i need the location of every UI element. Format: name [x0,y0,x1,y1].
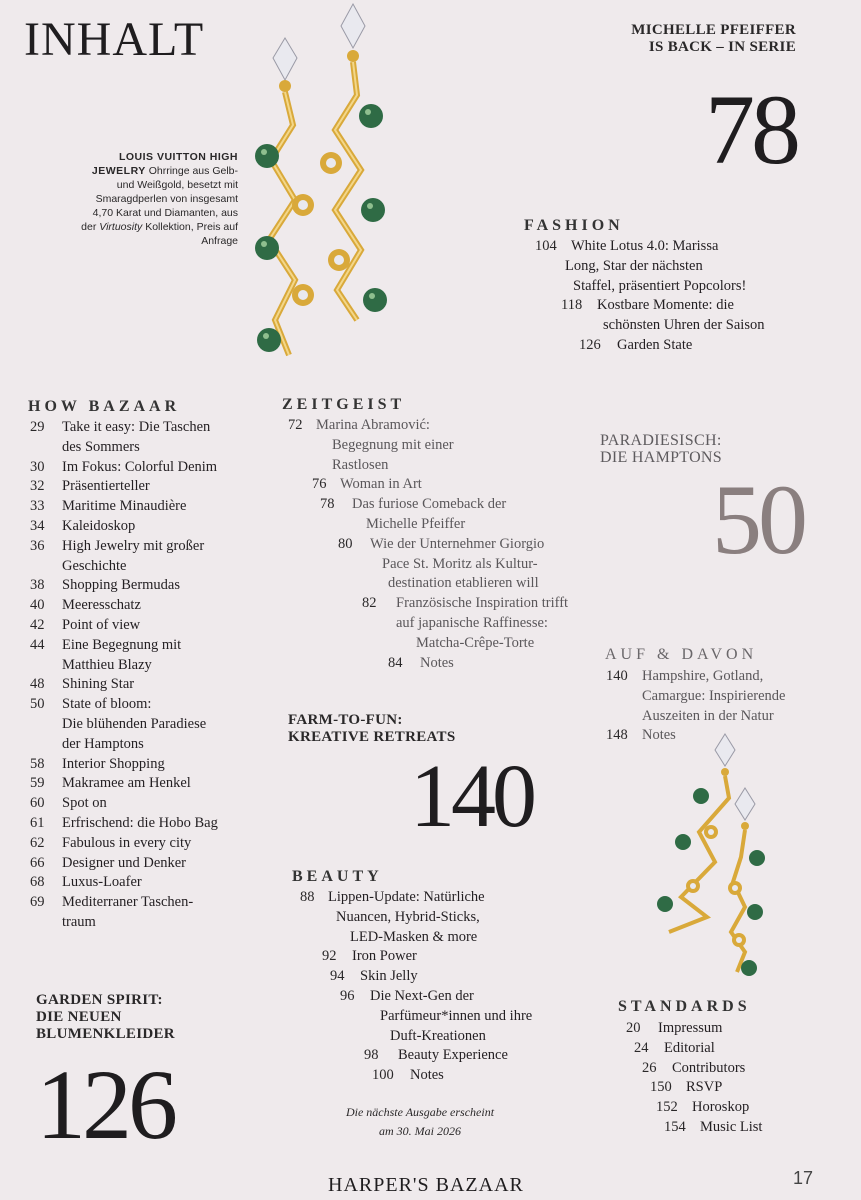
toc-entry-29[interactable]: 29 Take it easy: Die Taschen des Sommers [30,419,211,455]
toc-entry-140[interactable]: 140 Hampshire, Gotland, Camargue: Inspirierende Auszeiten in der Natur [606,668,786,724]
page-title: INHALT [24,13,205,66]
next-issue-line1: Die nächste Ausgabe erscheint [345,1105,495,1119]
masthead-logo: HARPER'S BAZAAR [328,1174,524,1196]
feature-garden-line2: DIE NEUEN [36,1009,122,1025]
section-how-bazaar-list [30,418,270,933]
section-standards-list [626,1019,762,1138]
feature-pfeiffer-line2: IS BACK – IN SERIE [648,39,796,55]
toc-entry-60[interactable]: 60 Spot on [30,795,107,812]
toc-entry-48[interactable]: 48 Shining Star [30,676,135,693]
toc-entry-118[interactable]: 118 Kostbare Momente: die schönsten Uhren der Saison [561,297,765,334]
caption-brand: LOUIS VUITTON HIGH JEWELRY [91,151,238,177]
toc-entry-94[interactable]: 94 Skin Jelly [330,968,418,985]
feature-farm-page[interactable]: 140 [410,747,533,846]
feature-farm-heading [288,712,456,746]
toc-entry-42[interactable]: 42 Point of view [30,616,141,633]
feature-garden-line3: BLUMENKLEIDER [36,1026,175,1042]
toc-entry-20[interactable]: 20 Impressum [626,1020,723,1036]
toc-entry-98[interactable]: 98 Beauty Experience [364,1047,508,1064]
section-beauty-list [300,888,532,1086]
feature-garden-page[interactable]: 126 [36,1049,174,1160]
toc-entry-44[interactable]: 44 Eine Begegnung mit Matthieu Blazy [30,636,182,673]
section-fashion-heading: FASHION [524,217,624,234]
toc-entry-96[interactable]: 96 Die Next-Gen der Parfümeur*innen und ihre Duft-Kreationen [340,987,533,1044]
toc-entry-66[interactable]: 66 Designer und Denker [30,854,187,871]
feature-hamptons-line1: PARADIESISCH: [600,432,722,449]
toc-entry-32[interactable]: 32 Präsentierteller [30,478,150,495]
feature-farm-line2: KREATIVE RETREATS [288,729,456,745]
toc-entry-26[interactable]: 26 Contributors [642,1059,746,1076]
feature-garden-line1: GARDEN SPIRIT: [36,992,163,1008]
feature-garden-heading [36,992,175,1043]
caption-text-1: Ohrringe aus Gelb- [148,165,238,177]
section-zeitgeist-heading: ZEITGEIST [282,396,406,413]
toc-entry-40[interactable]: 40 Meeresschatz [30,597,141,614]
feature-pfeiffer-line1: MICHELLE PFEIFFER [631,22,796,38]
toc-entry-148[interactable]: 148 Notes [606,727,676,744]
toc-entry-88[interactable]: 88 Lippen-Update: Natürliche Nuancen, Hybrid-Sticks, LED-Masken & more [300,889,485,945]
feature-hamptons-line2: DIE HAMPTONS [600,449,722,466]
toc-entry-78[interactable]: 78 Das furiose Comeback der Michelle Pfeiffer [320,496,507,532]
toc-entry-33[interactable]: 33 Maritime Minaudière [30,498,187,515]
toc-entry-24[interactable]: 24 Editorial [634,1039,715,1056]
earring-small-right [728,788,765,976]
toc-entry-36[interactable]: 36 High Jewelry mit großer Geschichte [30,537,205,574]
section-zeitgeist-list [288,416,568,673]
toc-entry-59[interactable]: 59 Makramee am Henkel [30,775,191,792]
toc-entry-152[interactable]: 152 Horoskop [656,1099,750,1116]
caption-text-3: Smaragdperlen von insgesamt [95,193,238,205]
feature-hamptons-heading [600,432,722,466]
toc-entry-76[interactable]: 76 Woman in Art [312,476,422,493]
toc-entry-126[interactable]: 126 Garden State [579,336,693,353]
toc-entry-84[interactable]: 84 Notes [388,654,454,671]
feature-pfeiffer-page[interactable]: 78 [705,74,797,185]
toc-entry-58[interactable]: 58 Interior Shopping [30,755,165,772]
toc-entry-50[interactable]: 50 State of bloom: Die blühenden Paradiese der Hamptons [30,696,207,752]
earring-small-left [657,734,735,932]
earring-left [255,38,314,355]
caption-text-4: 4,70 Karat und Diamanten, [92,207,219,219]
toc-entry-154[interactable]: 154 Music List [664,1118,763,1135]
toc-entry-82[interactable]: 82 Französische Inspiration trifft auf japanische Raffinesse: Matcha-Crêpe-Torte [362,595,569,651]
next-issue-line2: am 30. Mai 2026 [379,1124,461,1138]
toc-entry-92[interactable]: 92 Iron Power [322,948,417,965]
section-fashion-list [535,237,764,356]
next-issue-note [320,1103,520,1141]
toc-entry-100[interactable]: 100 Notes [372,1067,444,1084]
caption-text-7: Preis auf Anfrage [196,221,238,247]
jewelry-caption [80,150,238,248]
feature-pfeiffer-heading [560,22,796,56]
toc-entry-104[interactable]: 104 White Lotus 4.0: Marissa Long, Star der nächsten Staffel, präsentiert Popcolors! [535,238,747,294]
caption-text-2: und Weißgold, besetzt mit [116,179,238,191]
feature-farm-line1: FARM-TO-FUN: [288,712,403,728]
toc-entry-38[interactable]: 38 Shopping Bermudas [30,577,181,594]
toc-entry-34[interactable]: 34 Kaleidoskop [30,517,136,534]
toc-entry-72[interactable]: 72 Marina Abramović: Begegnung mit einer Rastlosen [288,417,454,473]
section-how-bazaar-heading: HOW BAZAAR [28,398,181,415]
page-number: 17 [793,1168,814,1188]
caption-collection: Virtuosity [99,221,143,233]
earrings-image-top [245,0,405,370]
caption-text-5: aus der [81,207,238,233]
section-standards-heading: STANDARDS [618,998,751,1015]
toc-entry-68[interactable]: 68 Luxus-Loafer [30,874,142,891]
toc-entry-62[interactable]: 62 Fabulous in every city [30,834,192,851]
toc-entry-80[interactable]: 80 Wie der Unternehmer Giorgio Pace St. Moritz als Kultur- destination etablieren will [338,535,545,592]
earrings-image-bottom [645,732,775,984]
toc-entry-150[interactable]: 150 RSVP [650,1079,723,1096]
feature-hamptons-page[interactable]: 50 [712,464,804,575]
section-auf-davon-heading: AUF & DAVON [605,646,758,663]
earring-right [320,4,387,320]
section-beauty-heading: BEAUTY [292,868,383,885]
toc-entry-61[interactable]: 61 Erfrischend: die Hobo Bag [30,814,218,831]
caption-text-6: Kollektion, [145,221,194,233]
toc-entry-69[interactable]: 69 Mediterraner Taschen- traum [30,894,194,930]
toc-entry-30[interactable]: 30 Im Fokus: Colorful Denim [30,458,218,475]
